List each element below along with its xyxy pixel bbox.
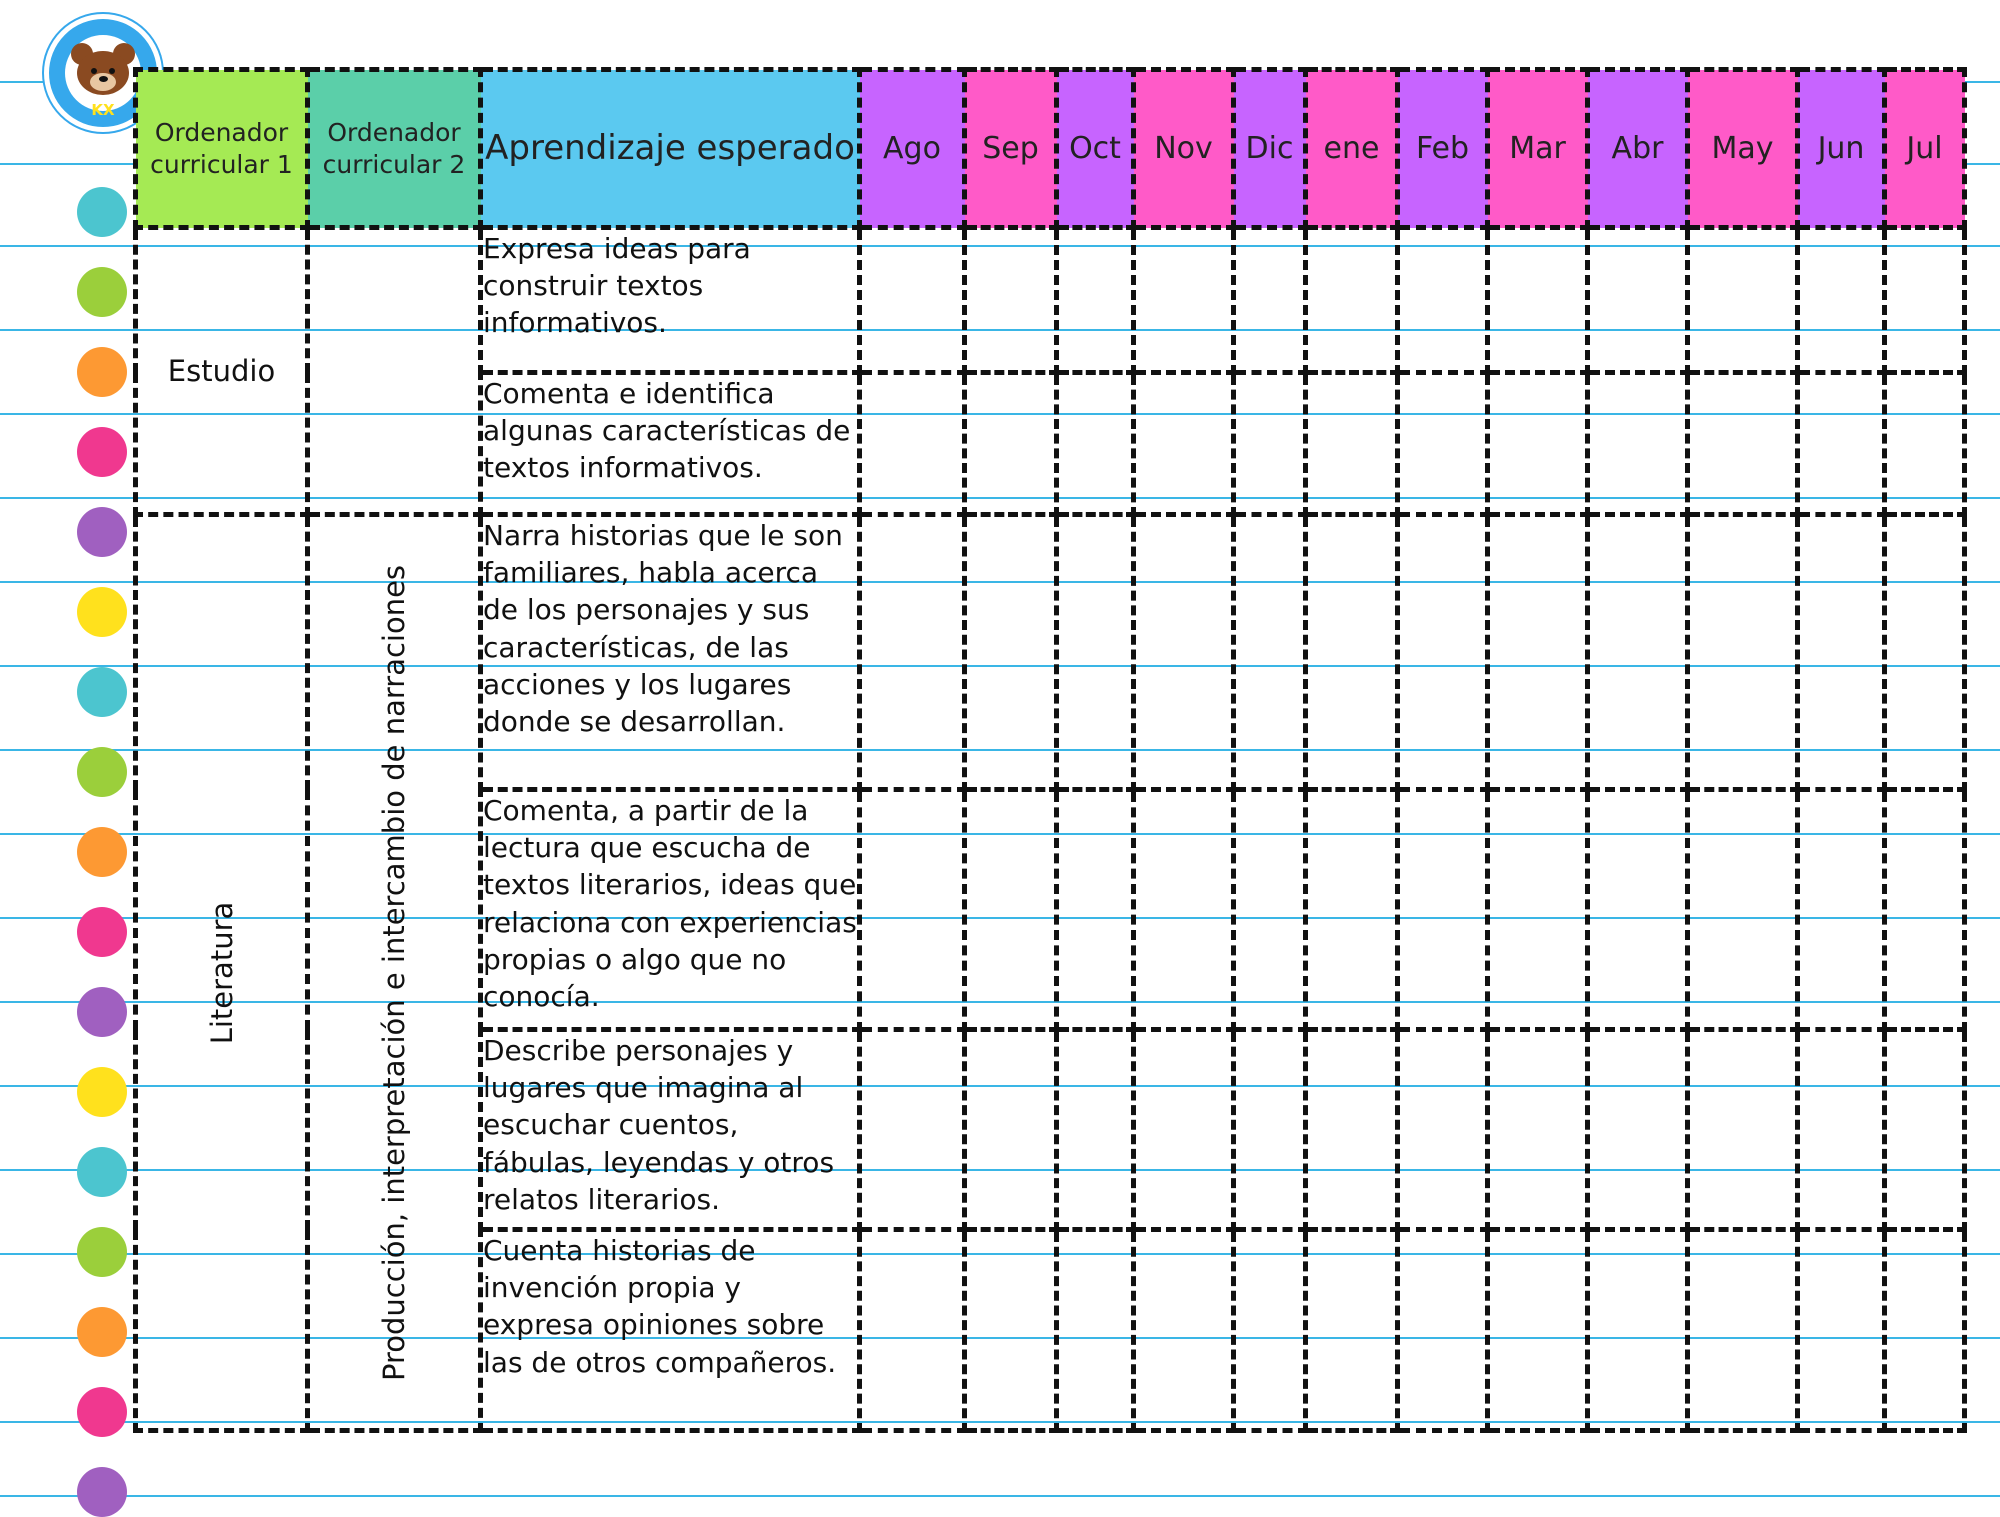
binder-dot [77,987,127,1037]
month-cell[interactable] [1306,1030,1398,1230]
month-cell[interactable] [1306,373,1398,515]
binder-dot [77,1147,127,1197]
month-cell[interactable] [1398,790,1488,1030]
month-cell[interactable] [1134,515,1234,790]
month-cell[interactable] [1798,1030,1885,1230]
month-cell[interactable] [1588,1030,1688,1230]
month-cell[interactable] [1306,515,1398,790]
binder-dot [77,427,127,477]
month-cell[interactable] [1488,515,1588,790]
month-cell[interactable] [1398,1230,1488,1431]
binder-dot [77,187,127,237]
month-cell[interactable] [1688,1230,1798,1431]
learning-outcome: Describe personajes y lugares que imagina al escuchar cuentos, fábulas, leyendas y otros relatos literarios. [481,1030,860,1230]
header-row [136,70,1965,228]
category-estudio: Estudio [136,228,308,515]
month-cell[interactable] [965,790,1057,1030]
month-cell[interactable] [1885,1230,1965,1431]
table-row [136,515,1965,790]
month-cell[interactable] [1588,228,1688,373]
month-header-may: May [1688,70,1798,228]
binder-dot [77,1227,127,1277]
month-cell[interactable] [860,1030,965,1230]
binder-dot [77,1307,127,1357]
bear-nose [99,76,108,82]
brand-logo-text: KX [91,101,115,119]
month-cell[interactable] [1885,228,1965,373]
month-cell[interactable] [1234,790,1306,1030]
header-aprendizaje: Aprendizaje esperado [481,70,860,228]
month-cell[interactable] [1885,790,1965,1030]
month-cell[interactable] [1688,515,1798,790]
curriculum-planner-table [133,67,1967,1433]
month-cell[interactable] [965,373,1057,515]
header-ordenador-2: Ordenador curricular 2 [308,70,481,228]
month-cell[interactable] [1588,790,1688,1030]
learning-outcome: Comenta e identifica algunas características de textos informativos. [481,373,860,515]
table-row [136,228,1965,373]
subcategory-literatura-label: Producción, interpretación e intercambio de narraciones [377,564,411,1381]
month-cell[interactable] [1057,515,1134,790]
month-cell[interactable] [1885,373,1965,515]
month-header-jun: Jun [1798,70,1885,228]
month-header-abr: Abr [1588,70,1688,228]
month-header-dic: Dic [1234,70,1306,228]
month-cell[interactable] [1134,373,1234,515]
month-cell[interactable] [1234,1030,1306,1230]
month-cell[interactable] [1057,373,1134,515]
month-cell[interactable] [860,373,965,515]
month-cell[interactable] [1057,1230,1134,1431]
learning-outcome: Expresa ideas para construir textos informativos. [481,228,860,373]
bear-eye-right [109,68,115,74]
month-cell[interactable] [1688,1030,1798,1230]
ruled-line [0,1495,2000,1497]
binder-dot [77,347,127,397]
binder-dot [77,267,127,317]
month-cell[interactable] [1057,1030,1134,1230]
binder-dot [77,747,127,797]
category-literatura [136,515,308,1431]
month-cell[interactable] [1134,1030,1234,1230]
month-cell[interactable] [1234,228,1306,373]
month-cell[interactable] [1688,373,1798,515]
month-header-jul: Jul [1885,70,1965,228]
subcategory-literatura [308,515,481,1431]
month-header-mar: Mar [1488,70,1588,228]
month-cell[interactable] [1134,1230,1234,1431]
month-cell[interactable] [1057,228,1134,373]
month-cell[interactable] [860,1230,965,1431]
binder-dot [77,587,127,637]
month-cell[interactable] [1306,790,1398,1030]
month-cell[interactable] [1798,790,1885,1030]
month-cell[interactable] [860,790,965,1030]
learning-outcome: Narra historias que le son familiares, habla acerca de los personajes y sus características, de las acciones y los lugares donde se desarrollan. [481,515,860,790]
month-header-feb: Feb [1398,70,1488,228]
binder-dot [77,507,127,557]
binder-dot [77,907,127,957]
binder-dot [77,1067,127,1117]
month-cell[interactable] [1057,790,1134,1030]
month-cell[interactable] [1306,228,1398,373]
month-cell[interactable] [965,1230,1057,1431]
month-cell[interactable] [1488,373,1588,515]
month-header-sep: Sep [965,70,1057,228]
binder-dot [77,1467,127,1517]
month-cell[interactable] [1588,373,1688,515]
month-cell[interactable] [1798,515,1885,790]
month-cell[interactable] [1688,228,1798,373]
month-header-nov: Nov [1134,70,1234,228]
month-cell[interactable] [965,1030,1057,1230]
month-cell[interactable] [1306,1230,1398,1431]
month-cell[interactable] [1398,1030,1488,1230]
month-cell[interactable] [1234,515,1306,790]
month-cell[interactable] [1398,515,1488,790]
month-cell[interactable] [1234,1230,1306,1431]
month-cell[interactable] [1798,1230,1885,1431]
binder-dot [77,667,127,717]
month-cell[interactable] [1798,228,1885,373]
month-cell[interactable] [1398,228,1488,373]
month-cell[interactable] [860,515,965,790]
binder-dot [77,1387,127,1437]
header-ordenador-1: Ordenador curricular 1 [136,70,308,228]
month-cell[interactable] [1885,515,1965,790]
binder-dot [77,827,127,877]
month-cell[interactable] [1688,790,1798,1030]
month-cell[interactable] [1488,228,1588,373]
month-cell[interactable] [860,228,965,373]
subcategory-estudio [308,228,481,515]
learning-outcome: Cuenta historias de invención propia y expresa opiniones sobre las de otros compañeros. [481,1230,860,1431]
category-literatura-label: Literatura [204,901,239,1044]
month-cell[interactable] [1488,1030,1588,1230]
month-cell[interactable] [965,228,1057,373]
month-cell[interactable] [1234,373,1306,515]
month-header-ene: ene [1306,70,1398,228]
month-cell[interactable] [1134,228,1234,373]
month-cell[interactable] [1885,1030,1965,1230]
month-cell[interactable] [1488,790,1588,1030]
month-cell[interactable] [1488,1230,1588,1431]
month-header-ago: Ago [860,70,965,228]
month-cell[interactable] [1588,515,1688,790]
month-cell[interactable] [1134,790,1234,1030]
month-cell[interactable] [1798,373,1885,515]
month-header-oct: Oct [1057,70,1134,228]
learning-outcome: Comenta, a partir de la lectura que escucha de textos literarios, ideas que relaciona con experiencias propias o algo que no conocía. [481,790,860,1030]
month-cell[interactable] [965,515,1057,790]
month-cell[interactable] [1588,1230,1688,1431]
month-cell[interactable] [1398,373,1488,515]
